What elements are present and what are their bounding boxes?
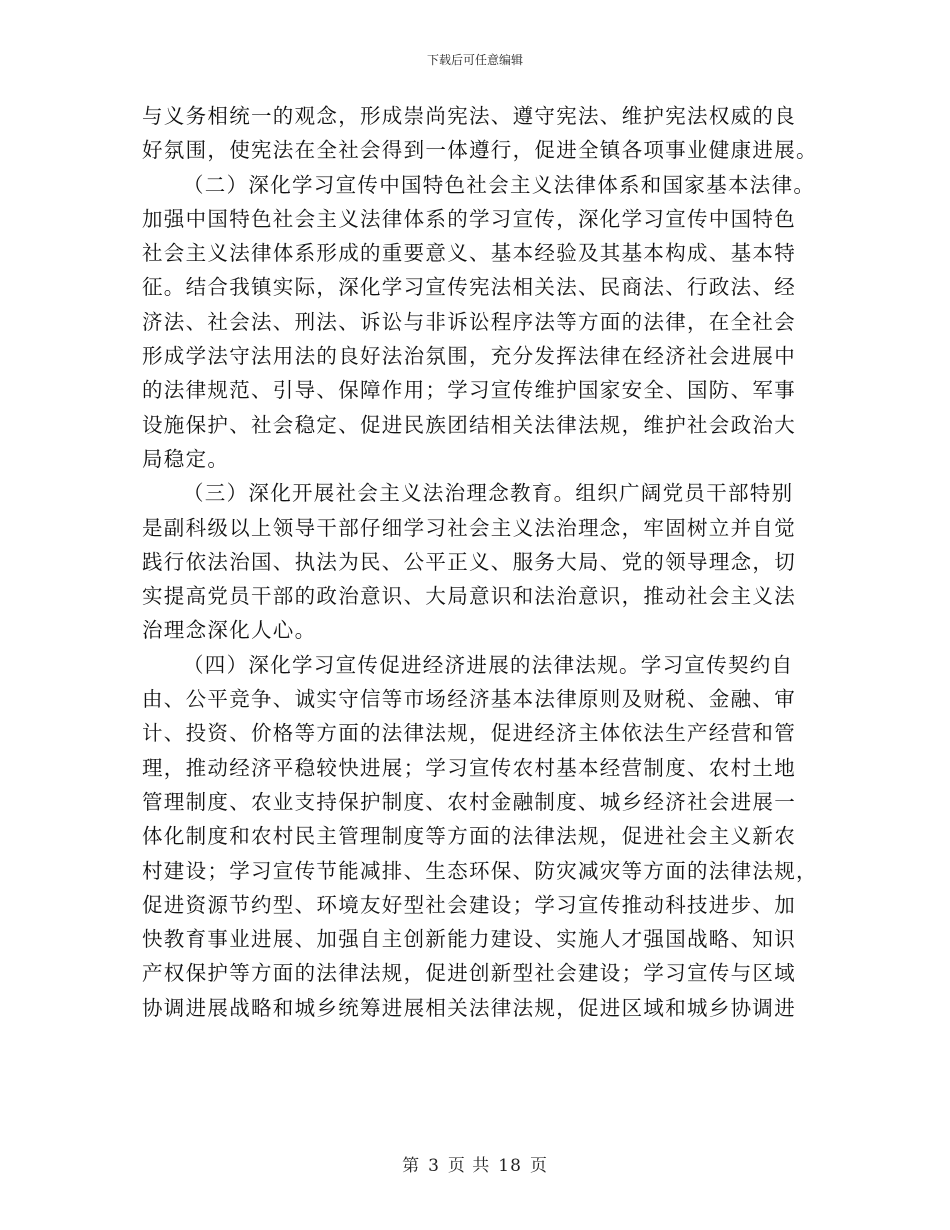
text-line: 局稳定。 xyxy=(142,446,230,471)
text-line: 的法律规范、引导、保障作用；学习宣传维护国家安全、国防、军事 xyxy=(142,378,796,403)
text-line: 形成学法守法用法的良好法治氛围，充分发挥法律在经济社会进展中 xyxy=(142,344,796,369)
text-line: 与义务相统一的观念，形成崇尚宪法、遵守宪法、维护宪法权威的良 xyxy=(142,104,796,128)
text-line: 快教育事业进展、加强自主创新能力建设、实施人才强国战略、知识 xyxy=(142,927,796,952)
page-footer xyxy=(0,1155,950,1177)
text-line: 实提高党员干部的政治意识、大局意识和法治意识，推动社会主义法 xyxy=(142,584,796,609)
footer-label-page: 第 xyxy=(402,1156,421,1176)
text-line: 是副科级以上领导干部仔细学习社会主义法治理念，牢固树立并自觉 xyxy=(142,515,796,540)
text-line: 理，推动经济平稳较快进展；学习宣传农村基本经营制度、农村土地 xyxy=(142,755,796,780)
text-line: 村建设；学习宣传节能减排、生态环保、防灾减灾等方面的法律法规， xyxy=(142,858,818,883)
text-line: 加强中国特色社会主义法律体系的学习宣传，深化学习宣传中国特色 xyxy=(142,206,796,231)
text-line: 产权保护等方面的法律法规，促进创新型社会建设；学习宣传与区域 xyxy=(142,961,796,986)
text-line: 计、投资、价格等方面的法律法规，促进经济主体依法生产经营和管 xyxy=(142,721,796,746)
footer-label-pages: 页 xyxy=(529,1156,548,1176)
text-line: 好氛围，使宪法在全社会得到一体遵行，促进全镇各项事业健康进展。 xyxy=(142,138,818,163)
text-line: 促进资源节约型、环境友好型社会建设；学习宣传推动科技进步、加 xyxy=(142,892,796,917)
text-line: 践行依法治国、执法为民、公平正义、服务大局、党的领导理念，切 xyxy=(142,549,796,574)
text-line: 体化制度和农村民主管理制度等方面的法律法规，促进社会主义新农 xyxy=(142,824,796,849)
text-line: 设施保护、社会稳定、促进民族团结相关法律法规，维护社会政治大 xyxy=(142,412,796,437)
page-header: 下载后可任意编辑 xyxy=(426,53,523,67)
text-line: 济法、社会法、刑法、诉讼与非诉讼程序法等方面的法律，在全社会 xyxy=(142,309,796,334)
footer-label-of: 页 共 xyxy=(447,1156,491,1176)
text-line: 社会主义法律体系形成的重要意义、基本经验及其基本构成、基本特 xyxy=(142,241,796,266)
total-page-count: 18 xyxy=(498,1156,522,1176)
text-line: 协调进展战略和城乡统筹进展相关法律法规，促进区域和城乡协调进 xyxy=(142,995,796,1020)
current-page-number: 3 xyxy=(428,1156,440,1176)
section-heading-4: （四）深化学习宣传促进经济进展的法律法规。学习宣传契约自 xyxy=(183,652,794,677)
document-body xyxy=(142,99,822,1025)
text-line: 管理制度、农业支持保护制度、农村金融制度、城乡经济社会进展一 xyxy=(142,789,796,814)
section-heading-3: （三）深化开展社会主义法治理念教育。组织广阔党员干部特别 xyxy=(183,481,794,506)
text-line: 征。结合我镇实际，深化学习宣传宪法相关法、民商法、行政法、经 xyxy=(142,275,796,300)
text-line: 由、公平竞争、诚实守信等市场经济基本法律原则及财税、金融、审 xyxy=(142,687,796,712)
section-heading-2: （二）深化学习宣传中国特色社会主义法律体系和国家基本法律。 xyxy=(183,172,816,197)
text-line: 治理念深化人心。 xyxy=(142,618,317,643)
